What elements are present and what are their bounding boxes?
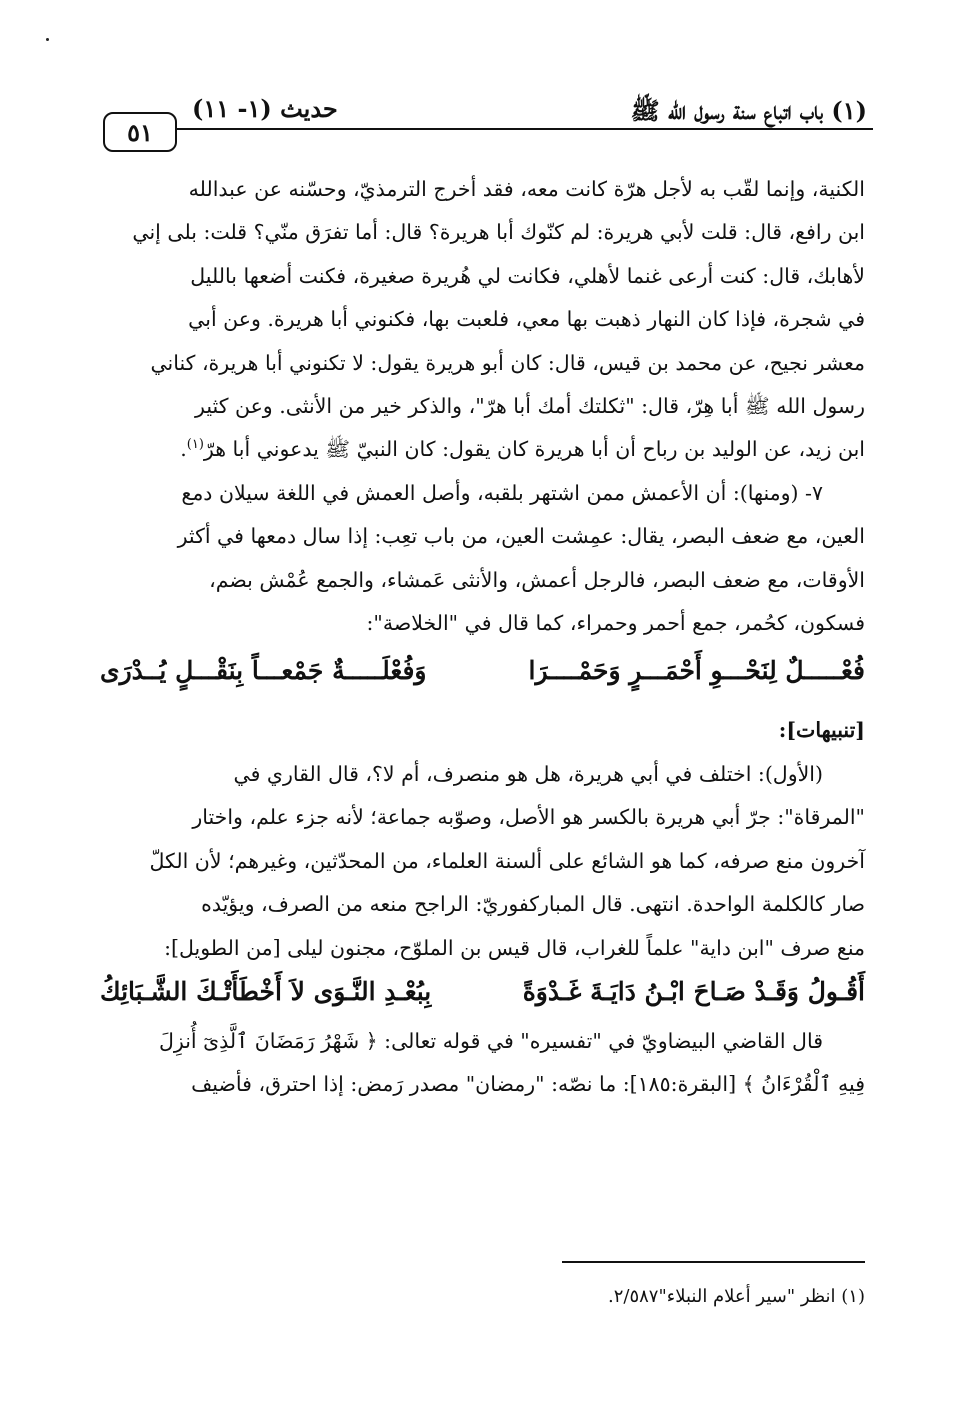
- verse-line: [100, 645, 865, 699]
- text-line-body: ابن زيد، عن الوليد بن رباح أن أبا هريرة كان يقول: كان النبيّ ﷺ يدعوني أبا هرّ: [203, 437, 865, 462]
- section-heading: [تنبيهات]:: [778, 718, 865, 743]
- text-line: آخرون منع صرفه، كما هو الشائع على ألسنة العلماء، من المحدّثين، وغيرهم؛ لأن الكلّ: [149, 848, 865, 873]
- text-line: العين، مع ضعف البصر، يقال: عمِشت العين، من باب تعِب: إذا سال دمعها في أكثر: [177, 524, 865, 549]
- text-line: لأهابك، قال: كنت أرعى غنما لأهلي، فكانت لي هُريرة صغيرة، فكنت أضعها بالليل: [190, 263, 865, 288]
- header-rule: [176, 128, 873, 130]
- footnote-rule: [562, 1261, 865, 1263]
- verse-second-hemistich: وَفُعْلَـــــةٌ جَمْعـــاً بِنَقْـــلٍ يُــدْرَى: [100, 656, 427, 686]
- verse-first-hemistich: فُعْـــــلٌ لِنَحْـــوِ أَحْمَـــرٍ وَحَمْــــرَا: [528, 656, 865, 686]
- verse-second-hemistich: بِبُعْـدِ النَّـوَى لاَ أَخْطَأَتْـكَ الشَّـبَائِكُ: [100, 976, 432, 1006]
- footnote: (١) انظر "سير أعلام النبلاء"٢/٥٨٧.: [608, 1286, 865, 1307]
- text-line: فسكون، كحُمر، جمع أحمر وحمراء، كما قال في "الخلاصة":: [366, 611, 865, 636]
- text-line: الكنية، وإنما لقّب به لأجل هرّة كانت معه، فقد أخرج الترمذيّ، وحسّنه عن عبدالله: [188, 177, 865, 201]
- text-line: صار كالكلمة الواحدة. انتهى. قال المباركفوريّ: الراجح منعه من الصرف، ويؤيّده: [201, 892, 865, 917]
- main-text: [100, 168, 865, 1107]
- verse-line: [100, 970, 865, 1020]
- text-line: رسول الله ﷺ أبا هِرّ، قال: "ثكلتك أمك أبا هرّ"، والذكر خير من الأنثى. وعن كثير: [195, 394, 865, 419]
- paragraph-start: (الأول): اختلف في أبي هريرة، هل هو منصرف، أم لا؟، قال القاري في: [233, 761, 823, 786]
- text-line: ابن رافع، قال: قلت لأبي هريرة: لم كنّوك أبا هريرة؟ قال: أما تفرَق منّي؟ قلت: بلى إني: [132, 220, 865, 245]
- text-line: منع صرف "ابن داية" علماً للغراب، قال قيس بن الملوّح، مجنون ليلى [من الطويل]:: [164, 935, 865, 960]
- text-line: فِيهِ ٱلْقُرْءَانُ ﴾ [البقرة:١٨٥]: ما نصّه: "رمضان" مصدر رَمض: إذا احترق، فأضيف: [191, 1072, 865, 1097]
- paragraph-start: ٧- (ومنها): أن الأعمش ممن اشتهر بلقبه، وأصل العمش في اللغة سيلان دمع: [181, 480, 823, 505]
- chapter-title: (١) باب اتباع سنة رسول الله ﷺ: [630, 96, 867, 125]
- text-line: [100, 428, 865, 471]
- text-line: "المرقاة": جرّ أبي هريرة بالكسر هو الأصل، وصوّبه جماعة؛ لأنه جزء علم، واختار: [192, 805, 865, 830]
- verse-first-hemistich: أَقُـولُ وَقَـدْ صَـاحَ ابْـنُ دَايَـةَ غَـدْوَةً: [522, 976, 865, 1006]
- hadith-range: حديث (١- ١١): [192, 94, 338, 123]
- page-number: ٥١: [103, 112, 177, 152]
- text-line: الأوقات، مع ضعف البصر، فالرجل أعمش، والأنثى عَمشاء، والجمع عُمْش بضم،: [209, 567, 865, 592]
- footnote-marker: (١): [186, 437, 204, 453]
- paragraph-start: قال القاضي البيضاويّ في "تفسيره" في قوله تعالى: ﴿ شَهْرُ رَمَضَانَ ٱلَّذِىٓ أُنزِلَ: [159, 1028, 823, 1053]
- text-line-end: .: [180, 437, 187, 462]
- text-line: في شجرة، فإذا كان النهار ذهبت بها معي، فلعبت بها، فكنوني أبا هريرة. وعن أبي: [188, 307, 865, 332]
- scan-speck: [46, 38, 49, 41]
- text-line: معشر نجيح، عن محمد بن قيس، قال: كان أبو هريرة يقول: لا تكنوني أبا هريرة، كناني: [150, 350, 865, 375]
